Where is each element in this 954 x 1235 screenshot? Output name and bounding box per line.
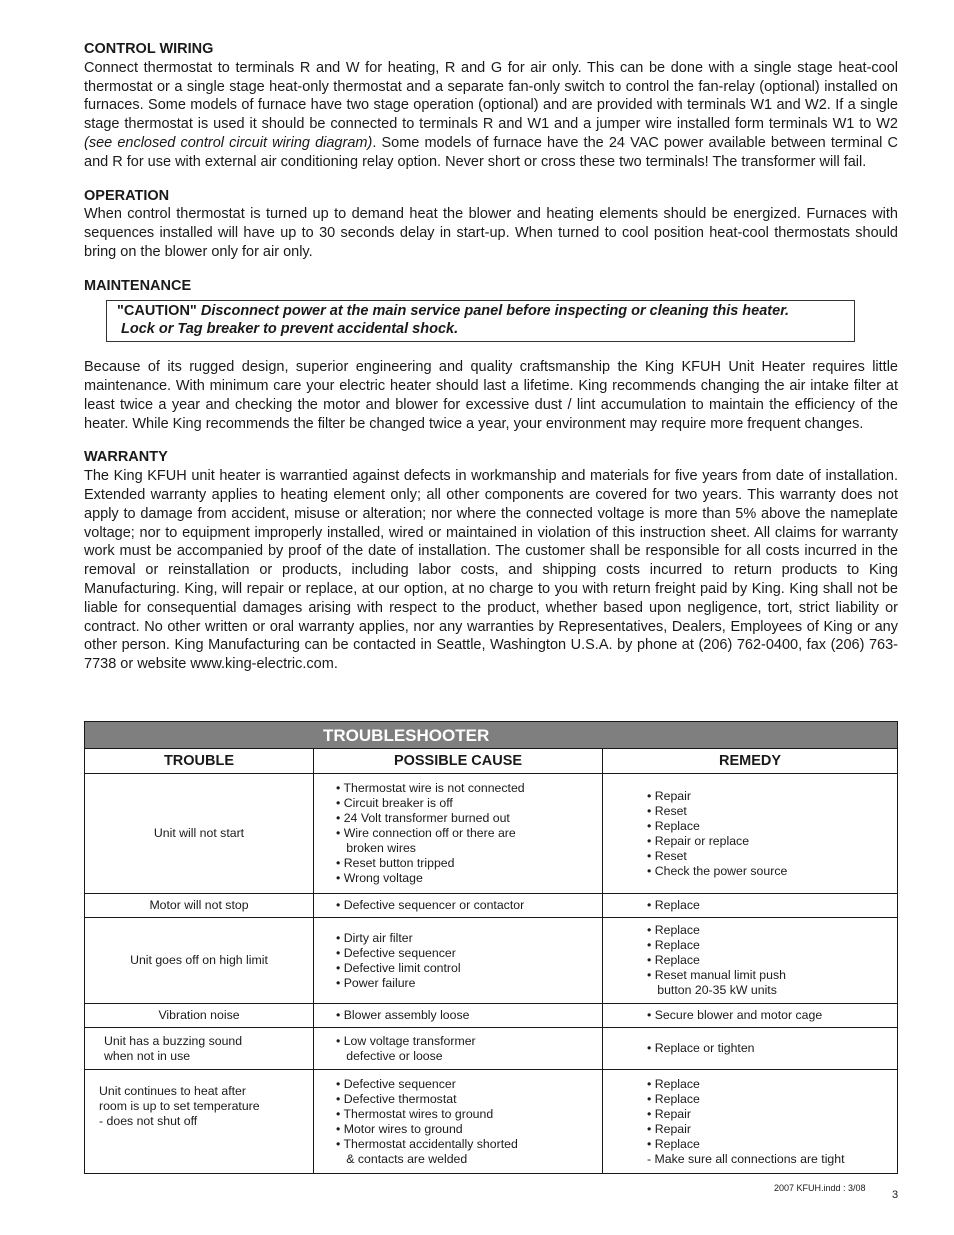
trouble-cell: Unit has a buzzing sound when not in use xyxy=(85,1028,314,1070)
maintenance-text: Because of its rugged design, superior engineering and quality craftsmanship the King KFUH Unit Heater requires little maintenance. With minimum care your electric heater should last a lifetime. King recommends changing the air intake filter at least twice a year and checking the motor and blower for excessive dust / lint accumulation to maintain the efficiency of the heater. While King recommends the filter be changed twice a year, your environment may require more frequent changes. xyxy=(84,359,898,432)
warranty-text: The King KFUH unit heater is warrantied against defects in workmanship and materials for five years from date of installation. Extended warranty applies to heating element only; all other components are covered for two years. This warranty does not apply to damage from accident, misuse or alteration; nor where the connected voltage is more than 5% above the nameplate voltage; nor to equipment improperly installed, wired or maintained in violation of this instruction sheet. All claims for warranty work must be accompanied by proof of the date of installation. The customer shall be responsible for all costs incurred in the removal or reinstallation or products, including labor costs, and shipping costs incurred to return products to King Manufacturing. King, will repair or replace, at our option, at no charge to you with return freight paid by King. King shall not be liable for consequential damages arising with respect to the product, whether based upon negligence, tort, strict liability or contract. No other written or oral warranty applies, nor any warranties by Representatives, Dealers, Employees of King or any other person. King Manufacturing can be contacted in Seattle, Washington U.S.A. by phone at (206) 762-0400, fax (206) 763-7738 or website www.king-electric.com. xyxy=(84,468,898,673)
header-remedy: REMEDY xyxy=(603,749,898,774)
remedy-cell: • Secure blower and motor cage xyxy=(603,1004,898,1028)
warranty-heading: WARRANTY xyxy=(84,449,168,466)
table-row xyxy=(85,774,898,894)
file-note: 2007 KFUH.indd : 3/08 xyxy=(774,1183,866,1193)
trouble-cell: Unit will not start xyxy=(85,774,314,894)
trouble-cell: Motor will not stop xyxy=(85,894,314,918)
header-cause: POSSIBLE CAUSE xyxy=(314,749,603,774)
remedy-cell: • Repair • Reset • Replace • Repair or replace • Reset • Check the power source xyxy=(603,774,898,894)
remedy-cell: • Replace xyxy=(603,894,898,918)
header-trouble: TROUBLE xyxy=(85,749,314,774)
control-wiring-text: Connect thermostat to terminals R and W for heating, R and G for air only. This can be done with a single stage heat-cool thermostat or a single stage heat-only thermostat and a separate fan-only switch to control the fan-relay (optional) installed on furnaces. Some models of furnace have two stage operation (optional) and are provided with terminals W1 and W2. If a single stage thermostat is used it should be connected to terminals R and W1 and a jumper wire installed form terminals W1 to W2 (see enclosed control circuit wiring diagram). Some models of furnace have the 24 VAC power available between terminal C and R for use with external air conditioning relay option. Never short or cross these two terminals! The transformer will fail. xyxy=(84,59,898,170)
operation-text: When control thermostat is turned up to demand heat the blower and heating elements should be energized. Furnaces with sequences installed will have up to 30 seconds delay in start-up. When turned to cool position heat-cool thermostats should bring on the blower only for air only. xyxy=(84,206,898,260)
table-row xyxy=(85,918,898,1004)
troubleshooter-title: TROUBLESHOOTER xyxy=(85,722,898,749)
table-row xyxy=(85,1028,898,1070)
trouble-cell: Vibration noise xyxy=(85,1004,314,1028)
cause-cell: • Defective sequencer or contactor xyxy=(314,894,603,918)
remedy-cell: • Replace or tighten xyxy=(603,1028,898,1070)
table-row xyxy=(85,1070,898,1174)
document-body xyxy=(84,40,898,674)
table-row xyxy=(85,1004,898,1028)
remedy-cell: • Replace • Replace • Replace • Reset manual limit push button 20-35 kW units xyxy=(603,918,898,1004)
operation-heading: OPERATION xyxy=(84,187,170,204)
trouble-cell: Unit goes off on high limit xyxy=(85,918,314,1004)
page-number: 3 xyxy=(892,1189,899,1201)
control-wiring-heading: CONTROL WIRING xyxy=(84,41,214,57)
maintenance-heading: MAINTENANCE xyxy=(84,277,192,294)
cause-cell: • Defective sequencer • Defective thermostat • Thermostat wires to ground • Motor wires to ground • Thermostat accidentally shorted & contacts are welded xyxy=(314,1070,603,1174)
cause-cell: • Dirty air filter • Defective sequencer • Defective limit control • Power failure xyxy=(314,918,603,1004)
cause-cell: • Blower assembly loose xyxy=(314,1004,603,1028)
remedy-cell: • Replace • Replace • Repair • Repair • Replace - Make sure all connections are tight xyxy=(603,1070,898,1174)
troubleshooter-table xyxy=(84,721,898,1174)
caution-box: "CAUTION" Disconnect power at the main service panel before inspecting or cleaning this heater. Lock or Tag breaker to prevent accidental shock. xyxy=(106,300,855,343)
cause-cell: • Low voltage transformer defective or loose xyxy=(314,1028,603,1070)
trouble-cell: Unit continues to heat after room is up to set temperature - does not shut off xyxy=(85,1070,314,1174)
cause-cell: • Thermostat wire is not connected • Circuit breaker is off • 24 Volt transformer burned out • Wire connection off or there are broken wires • Reset button tripped • Wrong voltage xyxy=(314,774,603,894)
table-row xyxy=(85,894,898,918)
